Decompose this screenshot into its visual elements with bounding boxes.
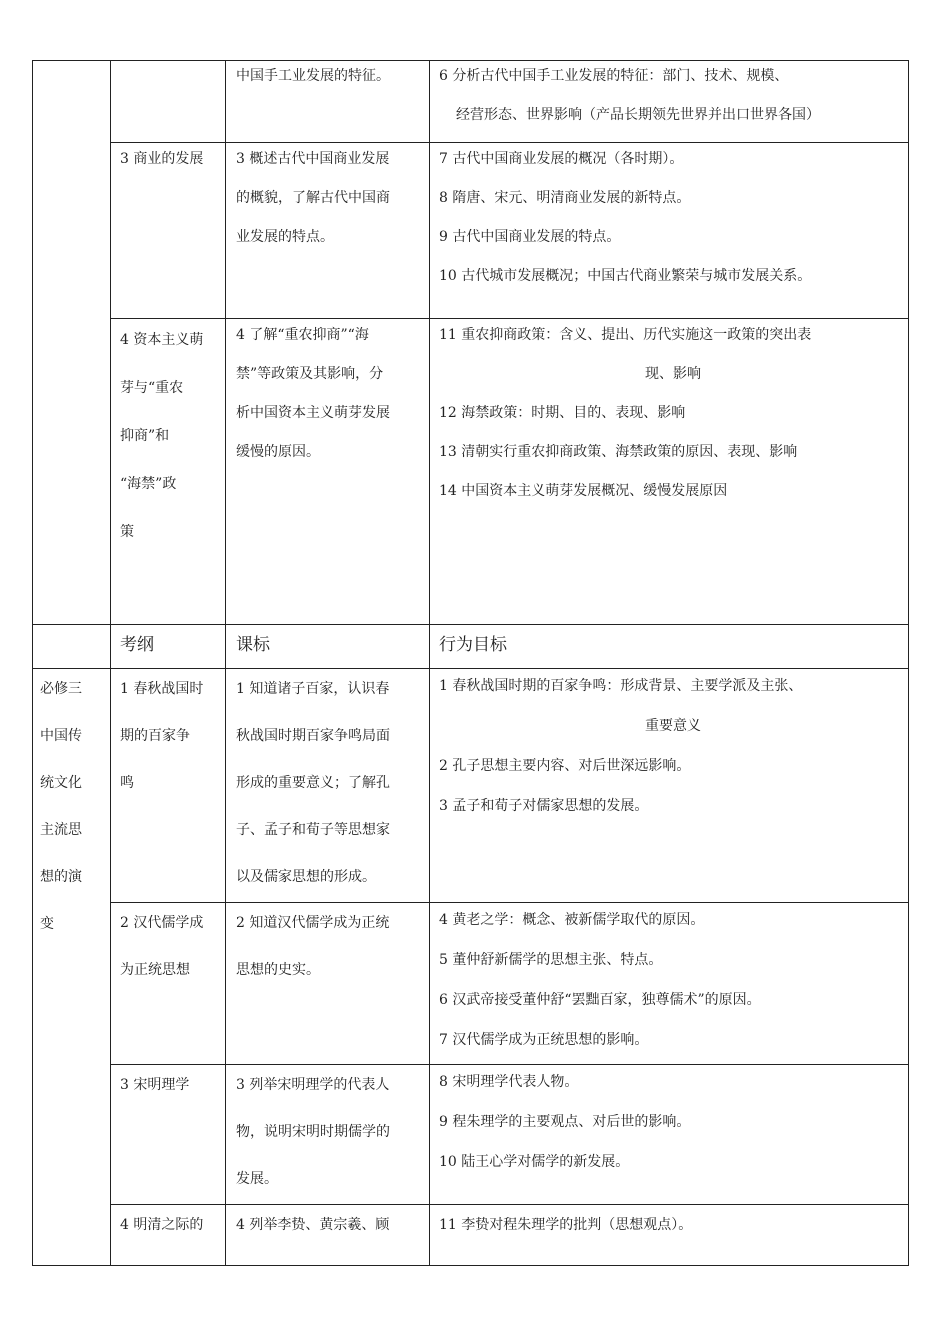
kebiao-line: 1 知道诸子百家，认识春 xyxy=(236,681,390,697)
kebiao-line: 中国手工业发展的特征。 xyxy=(236,68,390,84)
col-rule xyxy=(110,60,111,1266)
header-label: 考纲 xyxy=(120,635,154,655)
kaogang-cell xyxy=(120,1202,224,1249)
module-line: 想的演 xyxy=(40,869,82,885)
col-rule xyxy=(908,60,909,1266)
kebiao-line: 形成的重要意义；了解孔 xyxy=(236,775,390,791)
kebiao-line: 的概貌，了解古代中国商 xyxy=(236,190,390,206)
kebiao-cell xyxy=(236,316,426,472)
kebiao-line: 缓慢的原因。 xyxy=(236,444,320,460)
goal-line: 12 海禁政策：时期、目的、表现、影响 xyxy=(439,405,686,421)
kaogang-cell xyxy=(120,140,224,179)
kebiao-line: 子、孟子和荀子等思想家 xyxy=(236,822,390,838)
kebiao-line: 以及儒家思想的形成。 xyxy=(236,869,376,885)
kaogang-cell xyxy=(120,316,224,556)
kaogang-cell xyxy=(120,666,224,807)
goal-line: 6 分析古代中国手工业发展的特征：部门、技术、规模、 xyxy=(439,68,789,84)
kebiao-line: 思想的史实。 xyxy=(236,962,320,978)
kaogang-line: 鸣 xyxy=(120,775,134,791)
kebiao-line: 3 列举宋明理学的代表人 xyxy=(236,1077,390,1093)
kaogang-line: 4 明清之际的 xyxy=(120,1217,204,1233)
goals-cell xyxy=(439,1062,907,1182)
goal-line: 1 春秋战国时期的百家争鸣：形成背景、主要学派及主张、 xyxy=(439,678,803,694)
col-rule xyxy=(32,60,33,1266)
kebiao-line: 业发展的特点。 xyxy=(236,229,334,245)
header-goals xyxy=(439,630,907,660)
module-line: 中国传 xyxy=(40,728,82,744)
kaogang-line: 为正统思想 xyxy=(120,962,190,978)
module-title xyxy=(40,666,108,948)
header-kebiao xyxy=(236,630,426,660)
kebiao-line: 物，说明宋明时期儒学的 xyxy=(236,1124,390,1140)
goal-line: 10 古代城市发展概况；中国古代商业繁荣与城市发展关系。 xyxy=(439,268,812,284)
kaogang-line: 3 宋明理学 xyxy=(120,1077,190,1093)
goal-line: 经营形态、世界影响（产品长期领先世界并出口世界各国） xyxy=(456,107,820,123)
header-label: 课标 xyxy=(236,635,270,655)
kaogang-line: 期的百家争 xyxy=(120,728,190,744)
goal-line: 14 中国资本主义萌芽发展概况、缓慢发展原因 xyxy=(439,483,728,499)
kebiao-line: 发展。 xyxy=(236,1171,278,1187)
module-line: 变 xyxy=(40,916,54,932)
kaogang-line: 策 xyxy=(120,524,134,540)
goal-line: 9 程朱理学的主要观点、对后世的影响。 xyxy=(439,1114,691,1130)
header-kaogang xyxy=(120,630,224,660)
goal-line: 2 孔子思想主要内容、对后世深远影响。 xyxy=(439,758,691,774)
goal-line: 5 董仲舒新儒学的思想主张、特点。 xyxy=(439,952,663,968)
kebiao-line: 2 知道汉代儒学成为正统 xyxy=(236,915,390,931)
kebiao-cell xyxy=(236,1202,426,1249)
kaogang-line: 4 资本主义萌 xyxy=(120,332,204,348)
goal-line: 11 李贽对程朱理学的批判（思想观点）。 xyxy=(439,1217,693,1233)
kebiao-line: 3 概述古代中国商业发展 xyxy=(236,151,390,167)
goal-line: 重要意义 xyxy=(645,718,701,734)
kaogang-line: 芽与“重农 xyxy=(120,380,184,396)
kaogang-line: 2 汉代儒学成 xyxy=(120,915,204,931)
kaogang-line: 抑商”和 xyxy=(120,428,170,444)
kaogang-cell xyxy=(120,900,224,994)
goal-line: 6 汉武帝接受董仲舒“罢黜百家，独尊儒术”的原因。 xyxy=(439,992,761,1008)
kebiao-line: 4 列举李贽、黄宗羲、顾 xyxy=(236,1217,390,1233)
goals-cell xyxy=(439,140,907,296)
kebiao-cell xyxy=(236,666,426,901)
goal-line: 现、影响 xyxy=(645,366,701,382)
kaogang-cell xyxy=(120,1062,224,1109)
kaogang-line: “海禁”政 xyxy=(120,476,177,492)
goal-line: 7 古代中国商业发展的概况（各时期）。 xyxy=(439,151,684,167)
kebiao-cell xyxy=(236,1062,426,1203)
goals-cell xyxy=(439,900,907,1060)
goal-line: 10 陆王心学对儒学的新发展。 xyxy=(439,1154,630,1170)
goals-cell xyxy=(439,57,907,135)
goals-cell xyxy=(439,316,907,511)
goal-line: 4 黄老之学：概念、被新儒学取代的原因。 xyxy=(439,912,705,928)
kebiao-line: 秋战国时期百家争鸣局面 xyxy=(236,728,390,744)
kebiao-line: 析中国资本主义萌芽发展 xyxy=(236,405,390,421)
module-line: 统文化 xyxy=(40,775,82,791)
kebiao-cell xyxy=(236,57,426,96)
kebiao-cell xyxy=(236,140,426,257)
module-line: 必修三 xyxy=(40,681,82,697)
goal-line: 8 隋唐、宋元、明清商业发展的新特点。 xyxy=(439,190,691,206)
goal-line: 13 清朝实行重农抑商政策、海禁政策的原因、表现、影响 xyxy=(439,444,798,460)
row-rule xyxy=(32,1265,909,1266)
kebiao-cell xyxy=(236,900,426,994)
kebiao-line: 禁”等政策及其影响，分 xyxy=(236,366,384,382)
kebiao-line: 4 了解“重农抑商”“海 xyxy=(236,327,369,343)
col-rule xyxy=(429,60,430,1266)
header-label: 行为目标 xyxy=(439,635,507,655)
goal-line: 9 古代中国商业发展的特点。 xyxy=(439,229,621,245)
goal-line: 7 汉代儒学成为正统思想的影响。 xyxy=(439,1032,649,1048)
goals-cell xyxy=(439,1202,907,1249)
module-line: 主流思 xyxy=(40,822,82,838)
goal-line: 8 宋明理学代表人物。 xyxy=(439,1074,579,1090)
goals-cell xyxy=(439,666,907,826)
col-rule xyxy=(225,60,226,1266)
goal-line: 3 孟子和荀子对儒家思想的发展。 xyxy=(439,798,649,814)
goal-line: 11 重农抑商政策：含义、提出、历代实施这一政策的突出表 xyxy=(439,327,812,343)
row-rule xyxy=(32,624,909,625)
kaogang-line: 1 春秋战国时 xyxy=(120,681,204,697)
kaogang-line: 3 商业的发展 xyxy=(120,151,204,167)
